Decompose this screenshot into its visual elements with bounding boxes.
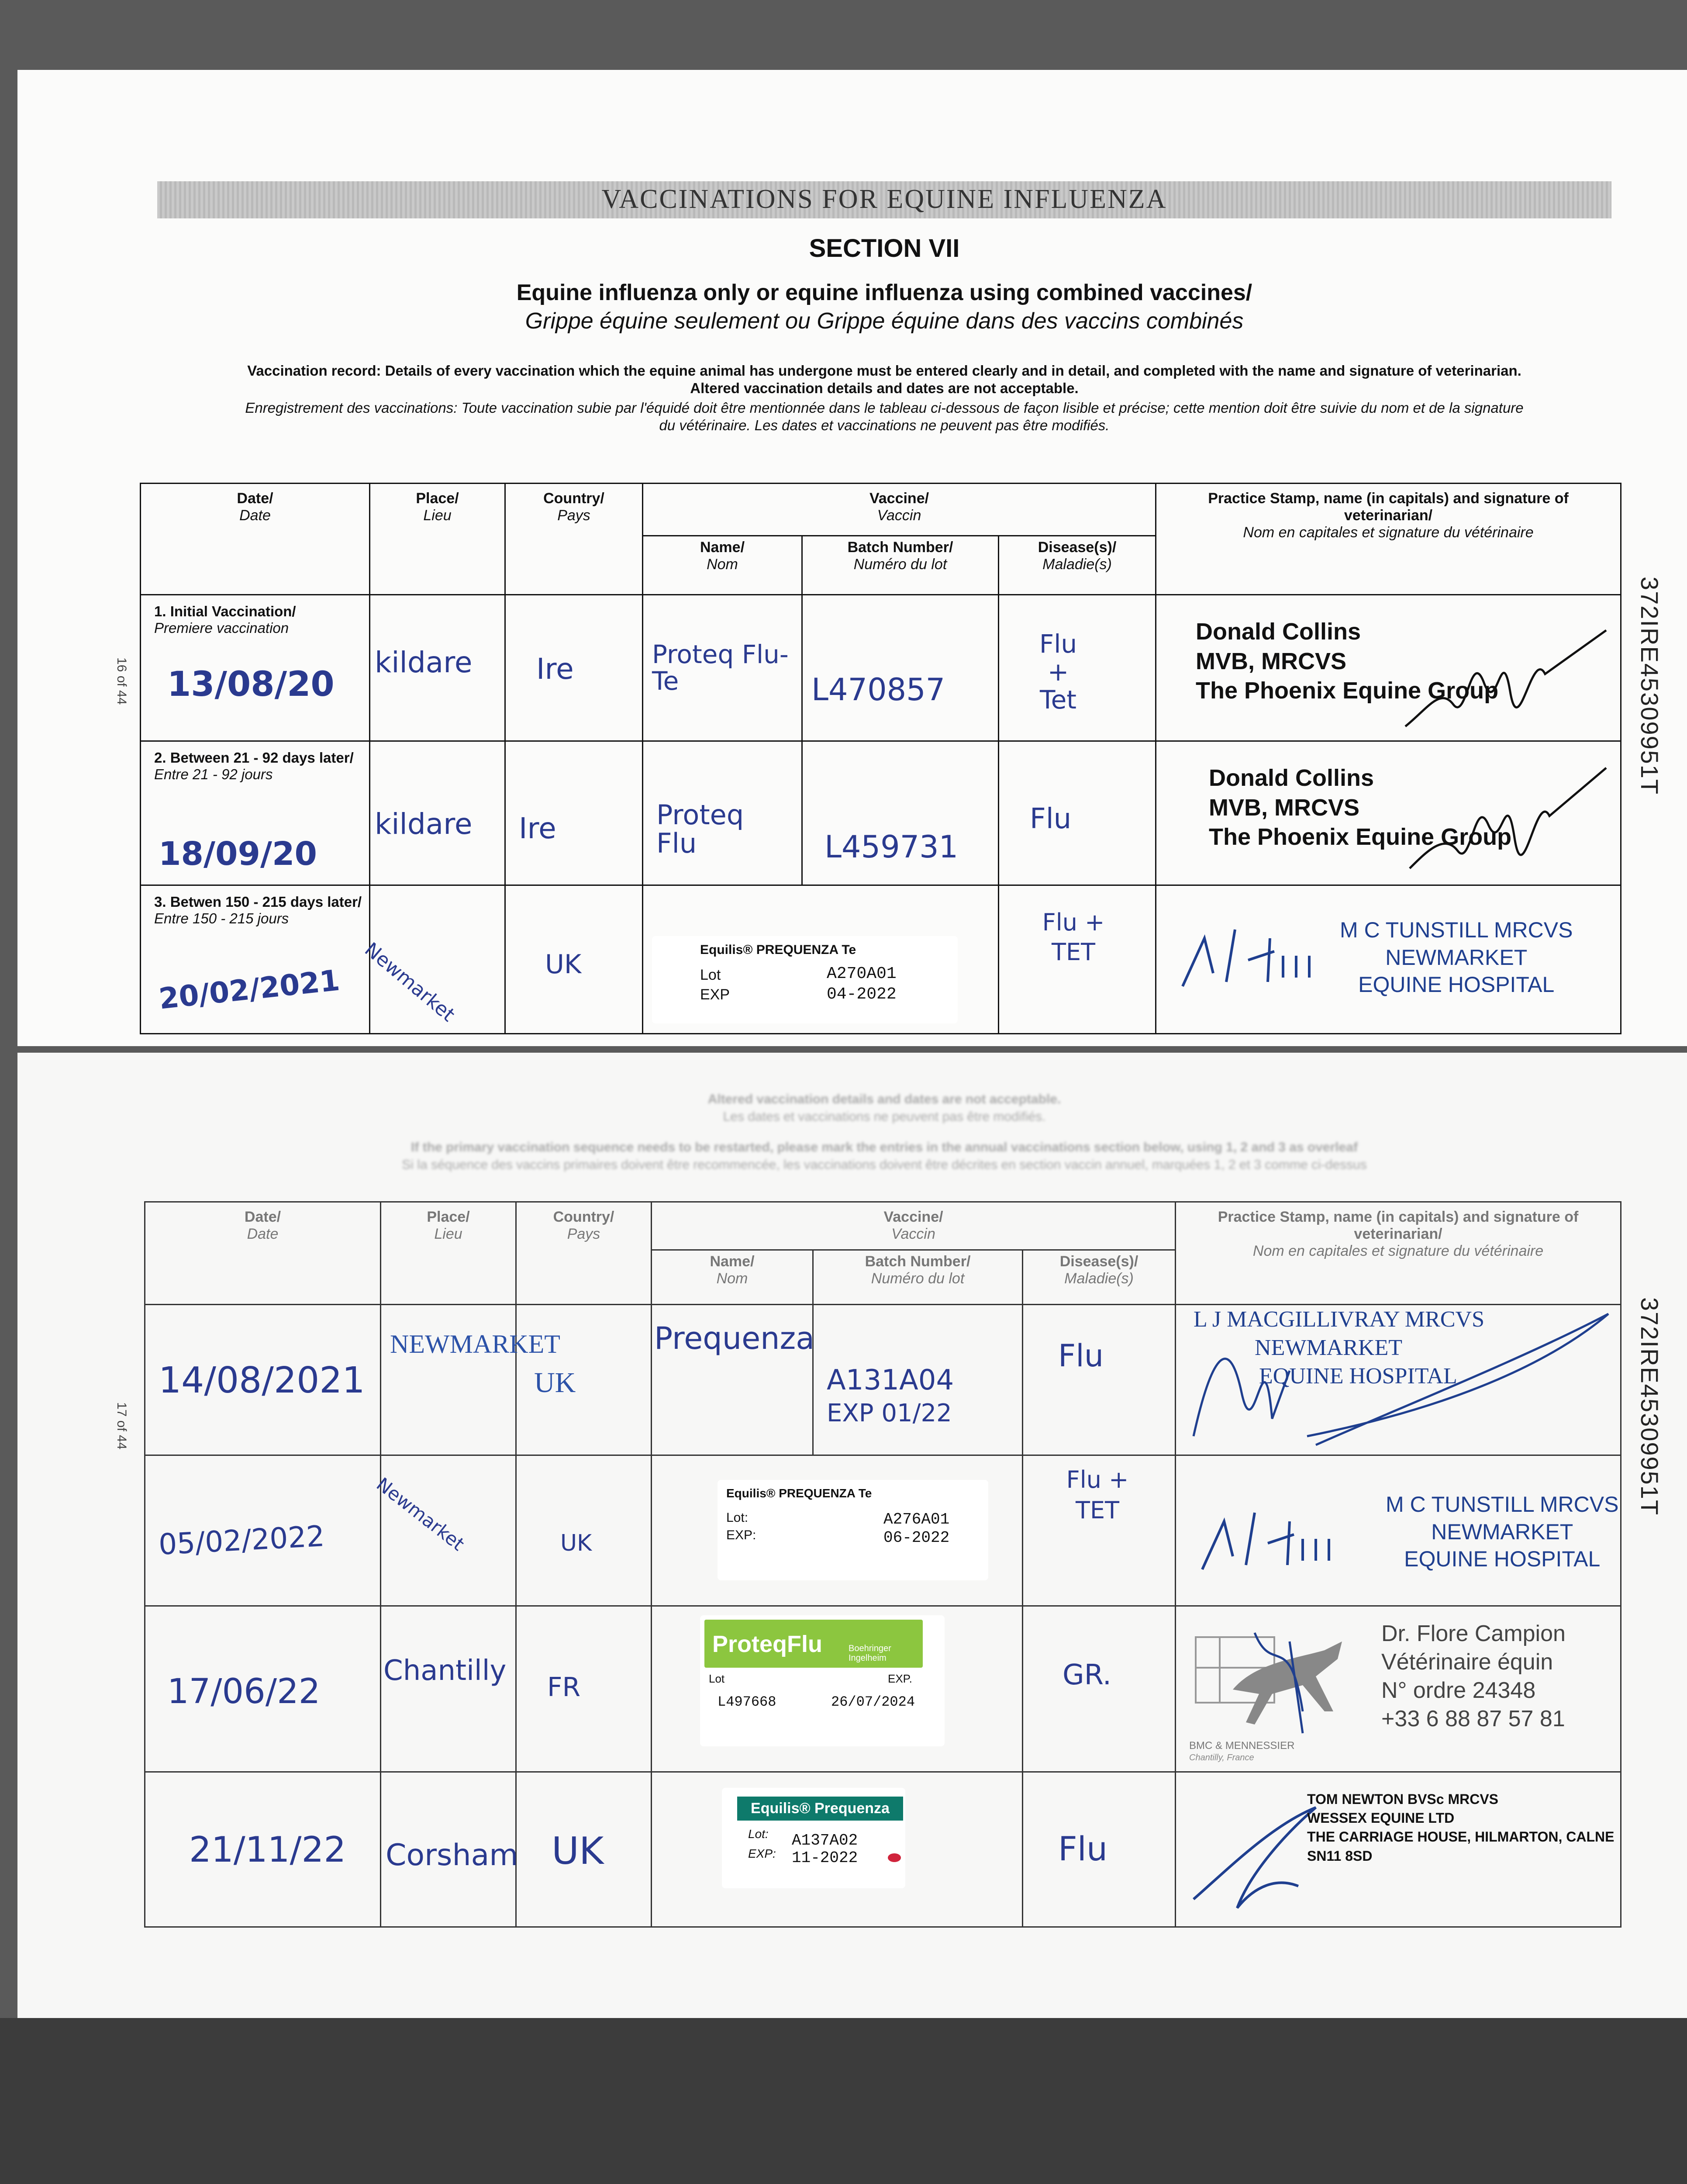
section-banner — [157, 181, 1611, 218]
vet-stamp: M C TUNSTILL MRCVS NEWMARKET EQUINE HOSPITAL — [1340, 918, 1573, 997]
page-number: 16 of 44 — [114, 657, 129, 705]
vet-stamp: TOM NEWTON BVSc MRCVS WESSEX EQUINE LTD THE CARRIAGE HOUSE, HILMARTON, CALNE SN11 8SD — [1307, 1791, 1615, 1864]
header-date: Date/ Date — [145, 1202, 381, 1305]
header-name: Name/ Nom — [643, 536, 802, 595]
table-row — [145, 1772, 1621, 1927]
signature-icon — [1176, 1305, 1621, 1456]
stamp-cell — [1156, 595, 1621, 741]
signature-icon — [1194, 1495, 1342, 1583]
row-label-2: 2. Between 21 - 92 days later/ Entre 21 - 92 jours 18/09/20 — [141, 741, 370, 885]
proteqflu-logo: ProteqFlu Boehringer Ingelheim — [704, 1620, 923, 1668]
record-note-en-2: Altered vaccination details and dates are not acceptable. — [690, 380, 1079, 396]
header-name: Name/ Nom — [652, 1250, 813, 1305]
page-16 — [17, 70, 1687, 1046]
name-cell: Prequenza — [652, 1305, 813, 1455]
table-row — [141, 885, 1621, 1034]
country-cell: Ire — [505, 595, 643, 741]
banner-title: VACCINATIONS FOR EQUINE INFLUENZA — [601, 184, 1167, 214]
stamp-cell — [1156, 741, 1621, 885]
vet-stamp: Dr. Flore Campion Vétérinaire équin N° ordre 24348 +33 6 88 87 57 81 — [1381, 1621, 1566, 1731]
header-disease: Disease(s)/ Maladie(s) — [999, 536, 1156, 595]
row-label-1: 1. Initial Vaccination/ Premiere vaccination 13/08/20 — [141, 595, 370, 741]
faded-note-3: If the primary vaccination sequence needs to be restarted, please mark the entries in the annual vaccinations section below, using 1, 2 and 3 as overleaf — [411, 1140, 1358, 1154]
place-cell: Corsham — [381, 1772, 516, 1927]
date-cell: 18/09/20 — [159, 835, 317, 873]
disease-cell: GR. — [1023, 1606, 1176, 1772]
header-batch: Batch Number/ Numéro du lot — [813, 1250, 1023, 1305]
name-cell: Proteq Flu — [643, 741, 802, 885]
faded-note-2: Les dates et vaccinations ne peuvent pas être modifiés. — [723, 1109, 1046, 1124]
stamp-cell — [1176, 1606, 1621, 1772]
date-cell: 20/02/2021 — [157, 963, 342, 1016]
disease-cell: Flu + TET — [999, 885, 1156, 1034]
disease-cell: Flu — [999, 741, 1156, 885]
side-id: 372IRE45309951T — [1636, 577, 1663, 795]
stamp-cell — [1176, 1772, 1621, 1927]
country-cell: UK — [516, 1772, 652, 1927]
section-title: SECTION VII — [809, 234, 960, 263]
disease-cell: Flu + Tet — [999, 595, 1156, 741]
vet-stamp: Donald Collins MVB, MRCVS The Phoenix Equine Group — [1196, 619, 1499, 704]
stamp-cell — [1156, 885, 1621, 1034]
row-label-3: 3. Betwen 150 - 215 days later/ Entre 150 - 215 jours 20/02/2021 — [141, 885, 370, 1034]
name-cell: Proteq Flu-Te — [643, 595, 802, 741]
date-cell: 14/08/2021 — [145, 1305, 381, 1455]
vaccine-sticker: Equilis® Prequenza Lot: EXP: A137A02 11-2022 — [722, 1788, 905, 1888]
record-note-fr-2: du vétérinaire. Les dates et vaccinations ne peuvent pas être modifiés. — [659, 417, 1110, 433]
signature-icon — [1401, 759, 1611, 873]
country-cell: UK — [516, 1455, 652, 1606]
disease-cell: Flu — [1023, 1772, 1176, 1927]
page-number: 17 of 44 — [114, 1402, 129, 1450]
header-stamp: Practice Stamp, name (in capitals) and signature of veterinarian/ Nom en capitales et signature du vétérinaire — [1156, 484, 1621, 595]
disease-cell: Flu + TET — [1023, 1455, 1176, 1606]
vaccine-label-cell — [652, 1455, 1023, 1606]
country-cell: UK — [505, 885, 643, 1034]
vaccine-sticker: ProteqFlu Boehringer Ingelheim Lot EXP. L497668 26/07/2024 — [700, 1615, 945, 1746]
header-date: Date/ Date — [141, 484, 370, 595]
faded-note-4: Si la séquence des vaccins primaires doivent être recommencée, les vaccinations doivent être décrites en section vaccin annuel, marquées 1, 2 et 3 comme ci-dessus — [402, 1158, 1367, 1172]
scanner-background — [0, 2018, 1687, 2184]
place-cell: NEWMARKET — [381, 1305, 516, 1455]
side-id: 372IRE45309951T — [1636, 1297, 1663, 1516]
batch-cell: A131A04 EXP 01/22 — [813, 1305, 1023, 1455]
batch-cell: L459731 — [802, 741, 999, 885]
header-place: Place/ Lieu — [370, 484, 505, 595]
disease-cell: Flu — [1023, 1305, 1176, 1455]
header-country: Country/ Pays — [516, 1202, 652, 1305]
vaccine-label-cell — [652, 1772, 1023, 1927]
vaccination-table-p1 — [140, 483, 1621, 1034]
vaccine-label-cell — [652, 1606, 1023, 1772]
table-row — [145, 1455, 1621, 1606]
country-cell: UK — [516, 1305, 652, 1455]
header-country: Country/ Pays — [505, 484, 643, 595]
red-mark-icon — [888, 1853, 901, 1862]
horse-stamp-icon — [1194, 1624, 1377, 1755]
page-17 — [17, 1053, 1687, 2018]
header-vaccine: Vaccine/ Vaccin — [643, 484, 1156, 536]
record-note-fr-1: Enregistrement des vaccinations: Toute vaccination subie par l'équidé doit être mentionnée dans le tableau ci-dessous de façon lisible et précise; cette mention doit être suivie du nom et de la signature — [245, 400, 1524, 416]
country-cell: FR — [516, 1606, 652, 1772]
batch-cell: L470857 — [802, 595, 999, 741]
place-cell: Chantilly — [381, 1606, 516, 1772]
date-cell: 05/02/2022 — [145, 1455, 381, 1606]
header-batch: Batch Number/ Numéro du lot — [802, 536, 999, 595]
date-cell: 21/11/22 — [145, 1772, 381, 1927]
subtitle-fr: Grippe équine seulement ou Grippe équine dans des vaccins combinés — [525, 308, 1244, 334]
vet-stamp: Donald Collins MVB, MRCVS The Phoenix Equine Group — [1209, 765, 1512, 850]
date-cell: 17/06/22 — [145, 1606, 381, 1772]
table-row — [141, 741, 1621, 885]
header-vaccine: Vaccine/ Vaccin — [652, 1202, 1176, 1250]
place-cell: kildare — [370, 741, 505, 885]
vet-stamp: L J MACGILLIVRAY MRCVS NEWMARKET EQUINE HOSPITAL — [1194, 1307, 1485, 1389]
signature-icon — [1174, 912, 1318, 999]
table-row — [145, 1305, 1621, 1455]
header-stamp: Practice Stamp, name (in capitals) and signature of veterinarian/ Nom en capitales et signature du vétérinaire — [1176, 1202, 1621, 1305]
vaccine-label-cell — [643, 885, 999, 1034]
stamp-clinic: BMC & MENNESSIER — [1189, 1740, 1295, 1752]
faded-note-1: Altered vaccination details and dates are not acceptable. — [707, 1092, 1061, 1106]
country-cell: Ire — [505, 741, 643, 885]
record-note-en-1: Vaccination record: Details of every vaccination which the equine animal has undergone must be entered clearly and in detail, and completed with the name and signature of veterinarian. — [247, 363, 1521, 379]
vet-stamp: M C TUNSTILL MRCVS NEWMARKET EQUINE HOSPITAL — [1386, 1492, 1619, 1571]
date-cell: 13/08/20 — [167, 665, 335, 704]
vaccine-sticker: Equilis® PREQUENZA Te Lot: EXP: A276A01 06-2022 — [718, 1480, 988, 1580]
stamp-cell — [1176, 1305, 1621, 1455]
stamp-town: Chantilly, France — [1189, 1753, 1254, 1762]
table-row — [141, 595, 1621, 741]
vaccination-table-p2 — [144, 1201, 1621, 1928]
signature-icon — [1401, 622, 1611, 735]
vaccine-sticker: Equilis® PREQUENZA Te Lot EXP A270A01 04-2022 — [652, 936, 958, 1023]
stamp-cell — [1176, 1455, 1621, 1606]
subtitle-en: Equine influenza only or equine influenza using combined vaccines/ — [516, 280, 1252, 305]
header-place: Place/ Lieu — [381, 1202, 516, 1305]
place-cell: Newmarket — [381, 1455, 516, 1606]
place-cell: kildare — [370, 595, 505, 741]
header-disease: Disease(s)/ Maladie(s) — [1023, 1250, 1176, 1305]
place-cell: Newmarket — [370, 885, 505, 1034]
table-row — [145, 1606, 1621, 1772]
